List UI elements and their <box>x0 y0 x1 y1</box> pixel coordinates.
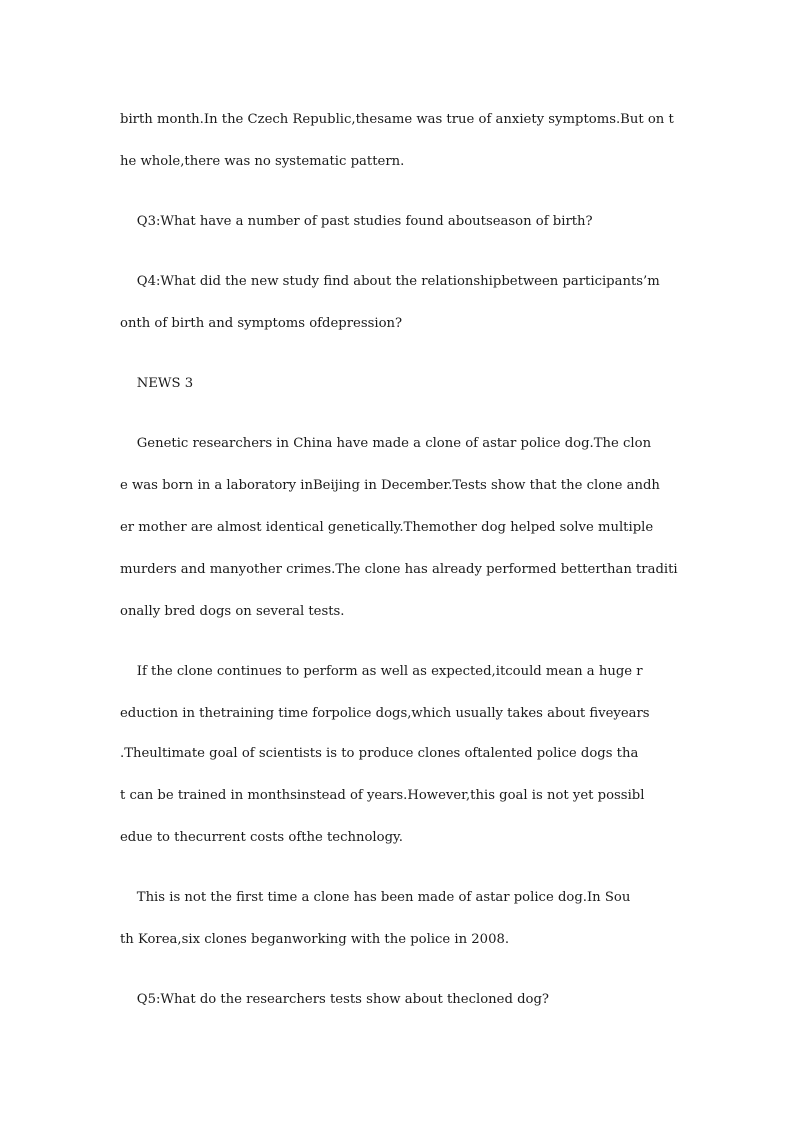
text-line: he whole,there was no systematic pattern. <box>120 154 405 169</box>
question-q4: Q4:What did the new study find about the relationshipbetween participants’m <box>120 274 660 289</box>
text-line: er mother are almost identical genetically.Themother dog helped solve multiple <box>120 520 654 535</box>
text-line: eduction in thetraining time forpolice dogs,which usually takes about fiveyears <box>120 706 650 721</box>
text-line: Genetic researchers in China have made a clone of astar police dog.The clon <box>120 436 652 451</box>
text-line: onally bred dogs on several tests. <box>120 604 345 619</box>
text-line: edue to thecurrent costs ofthe technology. <box>120 830 403 845</box>
text-line: t can be trained in monthsinstead of years.However,this goal is not yet possibl <box>120 788 645 803</box>
question-q5: Q5:What do the researchers tests show about thecloned dog? <box>120 992 549 1007</box>
section-heading-news-3: NEWS 3 <box>120 376 194 391</box>
text-line: th Korea,six clones beganworking with the police in 2008. <box>120 932 510 947</box>
text-line: This is not the first time a clone has been made of astar police dog.In Sou <box>120 890 631 905</box>
text-line: e was born in a laboratory inBeijing in December.Tests show that the clone andh <box>120 478 660 493</box>
text-line: .Theultimate goal of scientists is to produce clones oftalented police dogs tha <box>120 746 639 761</box>
text-line: murders and manyother crimes.The clone has already performed betterthan traditi <box>120 562 678 577</box>
question-q3: Q3:What have a number of past studies found aboutseason of birth? <box>120 214 593 229</box>
text-line: If the clone continues to perform as well as expected,itcould mean a huge r <box>120 664 643 679</box>
text-line: birth month.In the Czech Republic,thesame was true of anxiety symptoms.But on t <box>120 112 674 127</box>
text-line: onth of birth and symptoms ofdepression? <box>120 316 403 331</box>
